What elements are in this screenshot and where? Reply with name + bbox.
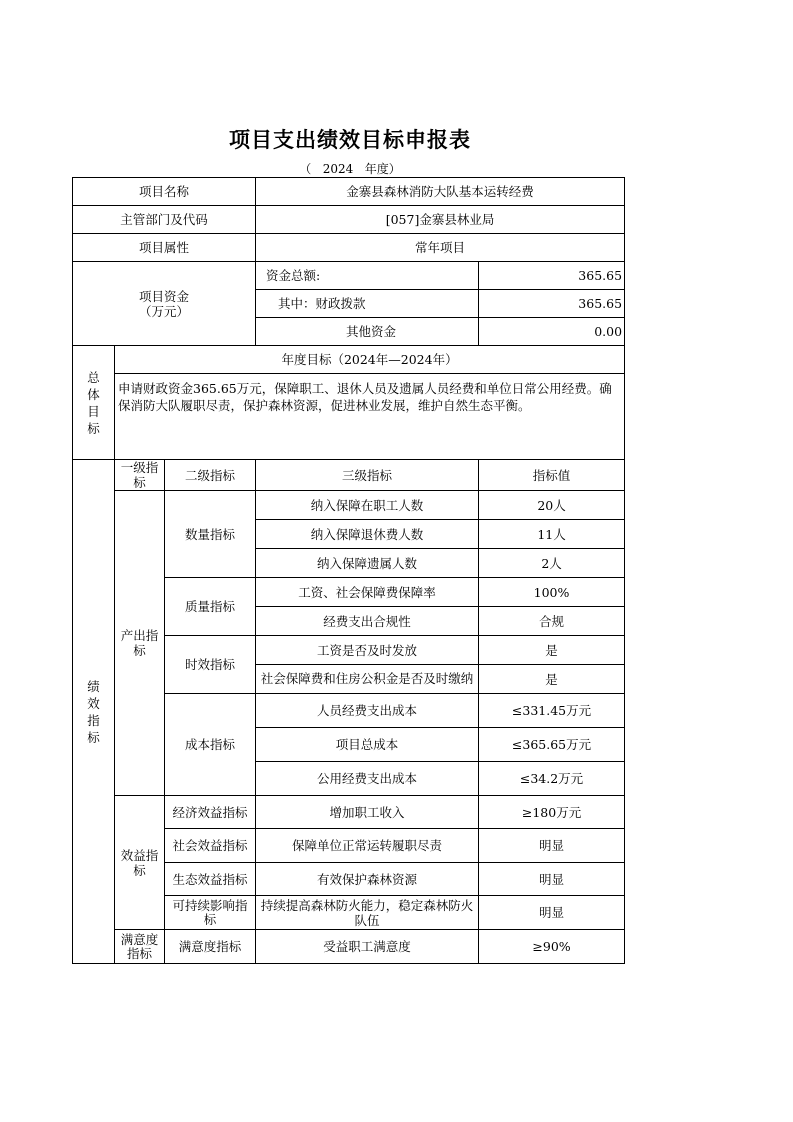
indicator-value: ≤365.65万元 <box>479 728 625 762</box>
timeliness-l2: 时效指标 <box>165 636 256 694</box>
indicator-name: 保障单位正常运转履职尽责 <box>256 829 479 863</box>
indicator-name: 经费支出合规性 <box>256 607 479 636</box>
indicator-value: ≥90% <box>479 930 625 964</box>
header-value: 指标值 <box>479 460 625 491</box>
indicator-name: 纳入保障在职工人数 <box>256 491 479 520</box>
other-label: 其他资金 <box>256 318 479 346</box>
indicator-value: 100% <box>479 578 625 607</box>
indicator-name: 社会保障费和住房公积金是否及时缴纳 <box>256 665 479 694</box>
quality-l2: 质量指标 <box>165 578 256 636</box>
indicator-value: 是 <box>479 636 625 665</box>
quantity-l2: 数量指标 <box>165 491 256 578</box>
indicator-value: 明显 <box>479 863 625 896</box>
indicator-value: ≤331.45万元 <box>479 694 625 728</box>
other-value: 0.00 <box>479 318 625 346</box>
overall-description: 申请财政资金365.65万元，保障职工、退休人员及遗属人员经费和单位日常公用经费。确保消防大队履职尽责，保护森林资源，促进林业发展，维护自然生态平衡。 <box>115 374 625 460</box>
indicator-name: 公用经费支出成本 <box>256 762 479 796</box>
indicator-value: ≤34.2万元 <box>479 762 625 796</box>
indicator-name: 工资、社会保障费保障率 <box>256 578 479 607</box>
indicator-value: 明显 <box>479 896 625 930</box>
indicator-l2: 社会效益指标 <box>165 829 256 863</box>
funds-label: 项目资金 （万元） <box>73 262 256 346</box>
indicator-value: 是 <box>479 665 625 694</box>
output-l1: 产出指标 <box>115 491 165 796</box>
indicator-value: 合规 <box>479 607 625 636</box>
dept-label: 主管部门及代码 <box>73 206 256 234</box>
indicator-value: 11人 <box>479 520 625 549</box>
indicator-name: 增加职工收入 <box>256 796 479 829</box>
indicator-value: ≥180万元 <box>479 796 625 829</box>
indicator-l2: 可持续影响指标 <box>165 896 256 930</box>
header-l3: 三级指标 <box>256 460 479 491</box>
indicator-name: 持续提高森林防火能力，稳定森林防火队伍 <box>256 896 479 930</box>
indicator-name: 工资是否及时发放 <box>256 636 479 665</box>
indicator-name: 有效保护森林资源 <box>256 863 479 896</box>
indicator-name: 纳入保障退休费人数 <box>256 520 479 549</box>
total-label: 资金总额: <box>256 262 479 290</box>
benefit-l1: 效益指标 <box>115 796 165 930</box>
header-l1: 一级指标 <box>115 460 165 491</box>
cost-l2: 成本指标 <box>165 694 256 796</box>
indicator-value: 明显 <box>479 829 625 863</box>
indicator-name: 纳入保障遗属人数 <box>256 549 479 578</box>
fiscal-value: 365.65 <box>479 290 625 318</box>
performance-table <box>72 177 625 964</box>
indicator-l2: 生态效益指标 <box>165 863 256 896</box>
satisfaction-l1: 满意度指标 <box>115 930 165 964</box>
fiscal-label: 其中：财政拨款 <box>256 290 479 318</box>
page-title: 项目支出绩效目标申报表 <box>229 128 471 152</box>
indicator-name: 人员经费支出成本 <box>256 694 479 728</box>
total-value: 365.65 <box>479 262 625 290</box>
indicator-value: 20人 <box>479 491 625 520</box>
year-line: （ 2024 年度） <box>299 162 401 176</box>
attr-value: 常年项目 <box>256 234 625 262</box>
perf-side-label: 绩效指标 <box>73 460 115 964</box>
indicator-name: 受益职工满意度 <box>256 930 479 964</box>
indicator-value: 2人 <box>479 549 625 578</box>
dept-value: [057]金寨县林业局 <box>256 206 625 234</box>
project-name-label: 项目名称 <box>73 178 256 206</box>
year-target-label: 年度目标（2024年—2024年） <box>115 346 625 374</box>
indicator-l2: 经济效益指标 <box>165 796 256 829</box>
overall-side-label: 总体目标 <box>73 346 115 460</box>
indicator-l2: 满意度指标 <box>165 930 256 964</box>
project-name-value: 金寨县森林消防大队基本运转经费 <box>256 178 625 206</box>
attr-label: 项目属性 <box>73 234 256 262</box>
indicator-name: 项目总成本 <box>256 728 479 762</box>
header-l2: 二级指标 <box>165 460 256 491</box>
